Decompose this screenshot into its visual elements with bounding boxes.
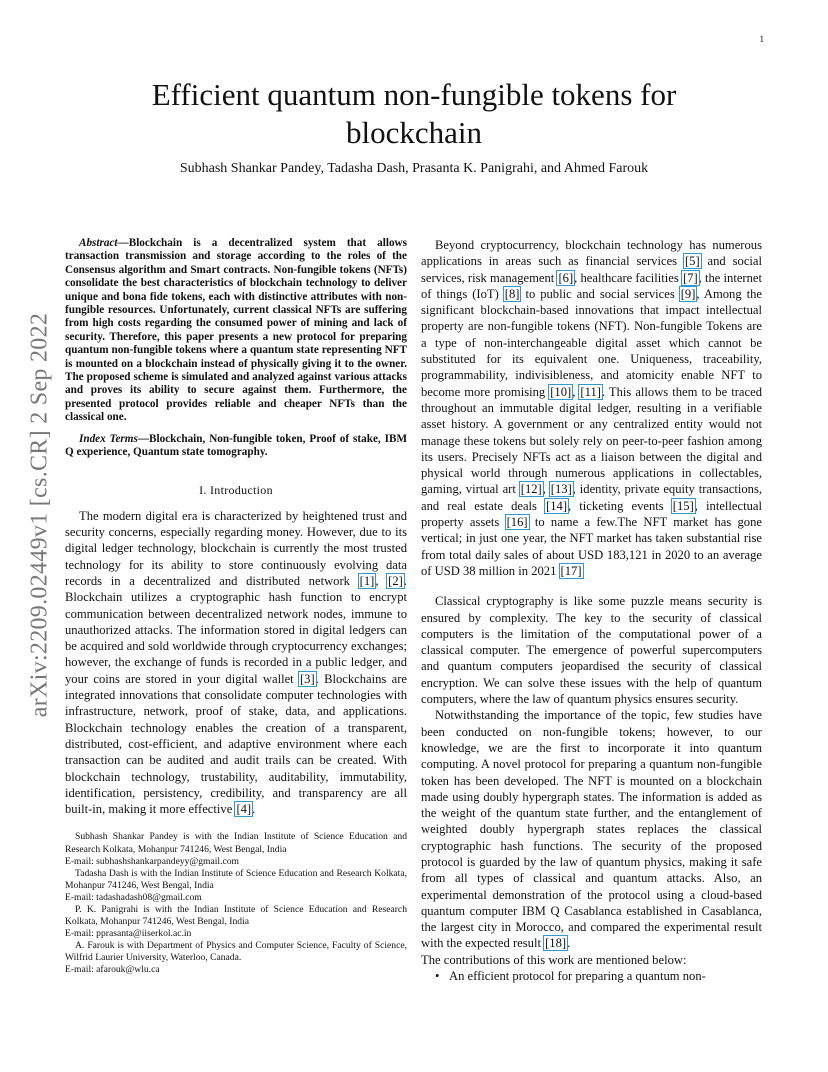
citation-link[interactable]: [13]	[550, 482, 572, 497]
text-run: to name a few.The NFT market has gone vertical; in just one year, the NFT market has taken substantial rise from total daily sales of about USD 183,121 in 2020 to an average of USD 38 million in 2021	[421, 515, 762, 578]
citation-link[interactable]: [18]	[545, 936, 567, 951]
citation-link[interactable]: [9]	[680, 286, 696, 301]
text-run: and social services, risk management	[421, 254, 763, 285]
arxiv-identifier-stamp: arXiv:2209.02449v1 [cs.CR] 2 Sep 2022	[26, 312, 53, 718]
right-paragraph-1	[421, 237, 762, 579]
text-run: , the internet of things (IoT)	[421, 270, 762, 301]
text-run: .	[252, 802, 256, 817]
citation-link[interactable]: [6]	[558, 270, 574, 285]
page-number: 1	[759, 34, 764, 44]
left-column	[65, 237, 407, 977]
footnote-author-1: Subhash Shankar Pandey is with the Indian Institute of Science Education and Research Kolkata, Mohanpur 741246, West Bengal, India	[65, 831, 407, 855]
intro-paragraph-1	[65, 508, 407, 818]
text-run: , identity, private equity transactions, and real estate deals	[421, 482, 763, 513]
citation-link[interactable]: [2]	[388, 573, 403, 588]
contribution-item: • An efficient protocol for preparing a quantum non-	[449, 968, 762, 984]
footnote-email-1: E-mail: subhashshankarpandeyy@gmail.com	[65, 855, 240, 867]
abstract-label: Abstract	[79, 237, 118, 249]
text-run: . Blockchains are integrated innovations that consolidate computer technologies with infrastructure, network, proof of stake, data, and applications. Blockchain technology enables the creation of a transparent, distributed, cost-efficient, and adaptive environment where each transaction can be audited and audit trails can be created. With blockchain technology, trustability, auditability, immutability, identification, persistency, credibility, and transparency are all built-in, making it more effective	[65, 671, 407, 817]
paper-title	[0, 76, 828, 152]
text-run: , healthcare facilities	[574, 270, 682, 285]
citation-link[interactable]: [7]	[682, 270, 698, 285]
text-run: , Among the significant blockchain-based innovations that impact intellectual property are non-fungible tokens (NFT). Non-fungible Tokens are a type of non-interchangeable digital asset which cannot be substituted for its equivalent one. Uniqueness, traceability, programmability, indivisibleness, and atomicity enable NFT to become more promising	[421, 286, 762, 399]
abstract-text: —Blockchain is a decentralized system that allows transaction transmission and storage according to the roles of the Consensus algorithm and Smart contracts. Non-fungible tokens (NFTs) consolidate the best characteristics of blockchain technology to deliver unique and bona fide tokens, each with distinctive attributes with non-fungible resources. Unfortunately, current classical NFTs are suffering from high costs regarding the consumed power of mining and lack of security. Therefore, this paper presents a new protocol for preparing quantum non-fungible tokens where a quantum state representing NFT is mounted on a blockchain instead of physically giving it to the owner. The proposed scheme is simulated and analyzed against various attacks and proves its ability to secure against them. Furthermore, the presented protocol provides reliable and cheaper NFTs than the classical one.	[65, 237, 407, 424]
citation-link[interactable]: [14]	[546, 498, 568, 513]
text-run: .	[567, 936, 571, 951]
index-terms-label: Index Terms	[79, 432, 138, 445]
text-run: ,	[375, 573, 388, 588]
index-terms	[65, 433, 407, 460]
text-run: Beyond cryptocurrency, blockchain technology has numerous applications in areas such as financial services	[421, 238, 762, 269]
footnote-author-4: A. Farouk is with Department of Physics and Computer Science, Faculty of Science, Wilfrid Laurier University, Waterloo, Canada.	[65, 940, 407, 964]
text-run: . Blockchain utilizes a cryptographic hash function to encrypt communication between decentralized network nodes, immune to unauthorized attacks. The information stored in digital ledgers can be acquired and sold worldwide through cryptocurrency exchanges; however, the exchange of funds is recorded in a public ledger, and your coins are stored in your digital wallet	[65, 573, 407, 686]
citation-link[interactable]: [4]	[236, 802, 252, 817]
text-run: ,	[572, 384, 580, 399]
citation-link[interactable]: [10]	[550, 384, 572, 399]
right-paragraph-3	[421, 707, 762, 951]
footnote-author-3: P. K. Panigrahi is with the Indian Institute of Science Education and Research Kolkata, Mohanpur 741246, West Bengal, India	[65, 904, 407, 928]
citation-link[interactable]: [1]	[359, 573, 375, 588]
citation-link[interactable]: [5]	[684, 254, 700, 269]
text-run: to public and social services	[520, 286, 680, 301]
index-terms-text: —Blockchain, Non-fungible token, Proof of stake, IBM Q experience, Quantum state tomography.	[65, 432, 407, 459]
text-run: The modern digital era is characterized by heightened trust and security concerns, especially regarding money. However, due to its digital ledger technology, blockchain is currently the most trusted technology for its ability to store continuously evolving data records in a decentralized and distributed network	[65, 508, 407, 588]
author-list: Subhash Shankar Pandey, Tadasha Dash, Prasanta K. Panigrahi, and Ahmed Farouk	[179, 161, 649, 176]
text-run: , ticketing events	[568, 498, 672, 513]
author-footnotes	[65, 831, 407, 976]
footnote-author-2: Tadasha Dash is with the Indian Institute of Science Education and Research Kolkata, Mohanpur 741246, West Bengal, India	[65, 867, 407, 891]
citation-link[interactable]: [15]	[672, 498, 694, 513]
text-run: Notwithstanding the importance of the topic, few studies have been conducted on non-fungible tokens; however, to our knowledge, we are the first to incorporate it into quantum computing. A novel protocol for preparing a quantum non-fungible token has been developed. The NFT is mounted on a blockchain made using doubly hypergraph states. The information is added as the weight of the quantum state further, and the entanglement of weighted doubly hypergraph states replaces the classical cryptographic hash functions. The security of the proposed protocol is guarded by the law of quantum physics, making it safe from all types of classical and quantum attacks. Also, an experimental demonstration of the protocol using a cloud-based quantum computer IBM Q Casablanca established in Casablanca, the largest city in Morocco, and compared the experimental result with the expected result	[421, 708, 762, 951]
abstract	[65, 237, 407, 425]
citation-link[interactable]: [11]	[580, 384, 601, 399]
text-run: . This allows them to be traced throughout an immutable digital ledger, resulting in a verifiable asset history. A government or any centralized entity would not manage these tokens but solely rely on peer-to-peer fashion among its users. Precisely NFTs act as a liaison between the digital and physical world through numerous applications in collectables, gaming, virtual art	[421, 384, 762, 497]
contributions-intro: The contributions of this work are mentioned below:	[421, 952, 687, 967]
right-column	[421, 237, 762, 984]
citation-link[interactable]: [17]	[560, 563, 582, 578]
text-run: ,	[542, 482, 550, 497]
title-line-2: blockchain	[345, 115, 482, 150]
title-line-1: Efficient quantum non-fungible tokens for	[151, 77, 677, 112]
section-heading-introduction: I. Introduction	[199, 482, 273, 497]
text-run: , intellectual property assets	[421, 498, 762, 530]
footnote-email-3: E-mail: pprasanta@iiserkol.ac.in	[65, 928, 192, 940]
right-paragraph-2: Classical cryptography is like some puzzle means security is ensured by complexity. The key to the security of classical computers is the limitation of the computational power of a classical computer. The emergence of powerful supercomputers and quantum computers jeopardised the security of classical encryption. We can solve these issues with the help of quantum computers, where the law of quantum physics ensures security.	[421, 594, 762, 707]
footnote-email-2: E-mail: tadashadash08@gmail.com	[65, 891, 202, 903]
citation-link[interactable]: [12]	[520, 482, 542, 497]
contributions-list	[421, 968, 762, 984]
footnote-email-4: E-mail: afarouk@wlu.ca	[65, 964, 160, 976]
citation-link[interactable]: [16]	[506, 515, 528, 530]
citation-link[interactable]: [3]	[299, 671, 315, 686]
citation-link[interactable]: [8]	[504, 286, 520, 301]
